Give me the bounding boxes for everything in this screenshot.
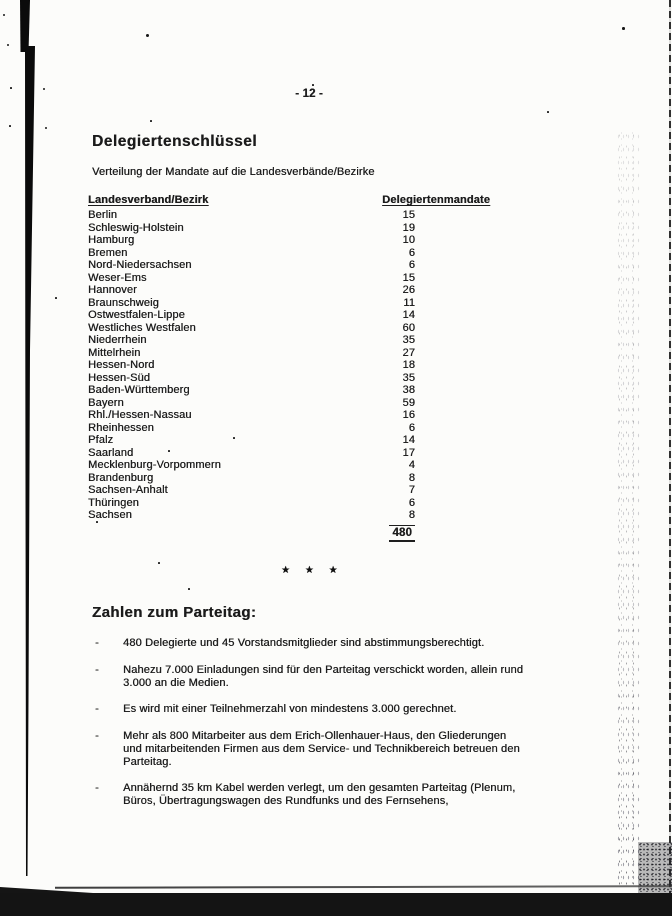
mandates-value: 4 — [408, 459, 415, 471]
mandates-value: 6 — [408, 246, 415, 259]
table-row — [88, 434, 490, 447]
table-total-value: 480 — [389, 525, 415, 542]
region-name: Weser-Ems — [88, 271, 147, 284]
mandates-value: 8 — [408, 471, 415, 484]
region-name: Mittelrhein — [88, 346, 141, 359]
table-row — [88, 372, 490, 385]
region-name: Rheinhessen — [88, 421, 154, 434]
table-row — [88, 484, 490, 497]
table-row — [88, 234, 490, 247]
table-row — [88, 334, 490, 347]
region-name: Bremen — [88, 246, 128, 259]
mandates-value: 15 — [402, 209, 415, 221]
table-row — [88, 309, 490, 322]
table-row — [88, 459, 490, 472]
bullet-dash: - — [95, 729, 99, 742]
region-name: Baden-Württemberg — [88, 384, 190, 396]
mandates-value: 27 — [402, 346, 415, 359]
bullet-item — [92, 782, 578, 808]
region-name: Mecklenburg-Vorpommern — [88, 459, 221, 471]
mandates-value: 35 — [402, 334, 415, 346]
region-name: Sachsen — [88, 509, 132, 521]
mandates-value: 16 — [402, 409, 415, 421]
table-row — [88, 397, 490, 410]
table-total-row — [338, 525, 415, 542]
table-row — [88, 222, 490, 235]
mandates-value: 14 — [402, 434, 415, 446]
region-name: Thüringen — [88, 496, 139, 509]
table-row — [88, 347, 490, 360]
document-subtitle: Verteilung der Mandate auf die Landesverbände/Bezirke — [92, 166, 375, 178]
mandates-value: 18 — [402, 359, 415, 371]
section-separator-stars: ★ ★ ★ — [281, 565, 344, 576]
table-header-region: Landesverband/Bezirk — [88, 194, 209, 206]
region-name: Hessen-Nord — [88, 359, 155, 371]
delegates-table — [88, 194, 490, 539]
mandates-value: 15 — [402, 271, 415, 284]
table-row — [88, 297, 490, 310]
region-name: Braunschweig — [88, 296, 159, 309]
mandates-value: 14 — [402, 309, 415, 321]
table-row — [88, 259, 490, 272]
table-row — [88, 322, 490, 335]
region-name: Pfalz — [88, 434, 114, 446]
mandates-value: 17 — [402, 446, 415, 459]
mandates-value: 26 — [402, 284, 415, 296]
mandates-value: 35 — [402, 371, 415, 384]
table-row — [88, 384, 490, 397]
mandates-value: 19 — [402, 221, 415, 234]
table-body — [88, 209, 490, 522]
mandates-value: 60 — [402, 321, 415, 334]
region-name: Bayern — [88, 396, 124, 409]
bullet-text: Nahezu 7.000 Einladungen sind für den Parteitag verschickt worden, allein rund 3.000 an die Medien. — [123, 663, 523, 689]
mandates-value: 38 — [402, 384, 415, 396]
mandates-value: 6 — [408, 496, 415, 509]
region-name: Nord-Niedersachsen — [88, 259, 192, 271]
table-header-row — [88, 194, 490, 209]
table-row — [88, 209, 490, 222]
region-name: Saarland — [88, 446, 134, 459]
region-name: Hessen-Süd — [88, 371, 151, 384]
mandates-value: 6 — [408, 421, 415, 434]
bullet-list — [92, 637, 578, 822]
mandates-value: 11 — [403, 296, 415, 309]
bullet-item — [92, 730, 578, 769]
region-name: Westliches Westfalen — [88, 321, 196, 334]
table-row — [88, 472, 490, 485]
table-header-mandates: Delegiertenmandate — [382, 194, 490, 206]
bullet-text: Es wird mit einer Teilnehmerzahl von mindestens 3.000 gerechnet. — [123, 703, 457, 715]
mandates-value: 8 — [408, 509, 415, 521]
table-row — [88, 447, 490, 460]
bullet-dash: - — [95, 663, 99, 676]
mandates-value: 59 — [402, 396, 415, 409]
region-name: Sachsen-Anhalt — [88, 484, 168, 496]
region-name: Ostwestfalen-Lippe — [88, 309, 185, 321]
mandates-value: 7 — [408, 484, 415, 496]
table-row — [88, 247, 490, 260]
bullet-text: Mehr als 800 Mitarbeiter aus dem Erich-Ollenhauer-Haus, den Gliederungen und mitarbeitenden Firmen aus dem Service- und Technikbereich betreuen den Parteitag. — [123, 729, 520, 768]
table-row — [88, 497, 490, 510]
table-row — [88, 359, 490, 372]
bullet-text: Annähernd 35 km Kabel werden verlegt, um den gesamten Parteitag (Plenum, Büros, Übertragungswagen des Rundfunks und des Fernsehens, — [123, 782, 516, 807]
region-name: Hamburg — [88, 234, 135, 246]
bullet-item — [92, 703, 578, 716]
bullet-item — [92, 664, 578, 690]
mandates-value: 6 — [408, 259, 415, 271]
table-row — [88, 409, 490, 422]
table-row — [88, 284, 490, 297]
region-name: Schleswig-Holstein — [88, 221, 184, 234]
bullet-dash: - — [95, 637, 99, 649]
region-name: Niederrhein — [88, 334, 147, 346]
table-row — [88, 509, 490, 522]
region-name: Rhl./Hessen-Nassau — [88, 409, 192, 421]
document-title: Delegiertenschlüssel — [92, 133, 258, 150]
table-row — [88, 422, 490, 435]
bullet-text: 480 Delegierte und 45 Vorstandsmitglieder sind abstimmungsberechtigt. — [123, 637, 485, 649]
section-heading: Zahlen zum Parteitag: — [92, 604, 257, 621]
region-name: Brandenburg — [88, 471, 154, 484]
bullet-dash: - — [95, 782, 99, 794]
page-number: - 12 - — [295, 88, 323, 100]
region-name: Hannover — [88, 284, 137, 296]
bullet-item — [92, 637, 578, 650]
table-row — [88, 272, 490, 285]
mandates-value: 10 — [402, 234, 415, 246]
region-name: Berlin — [88, 209, 118, 221]
bullet-dash: - — [95, 703, 99, 715]
